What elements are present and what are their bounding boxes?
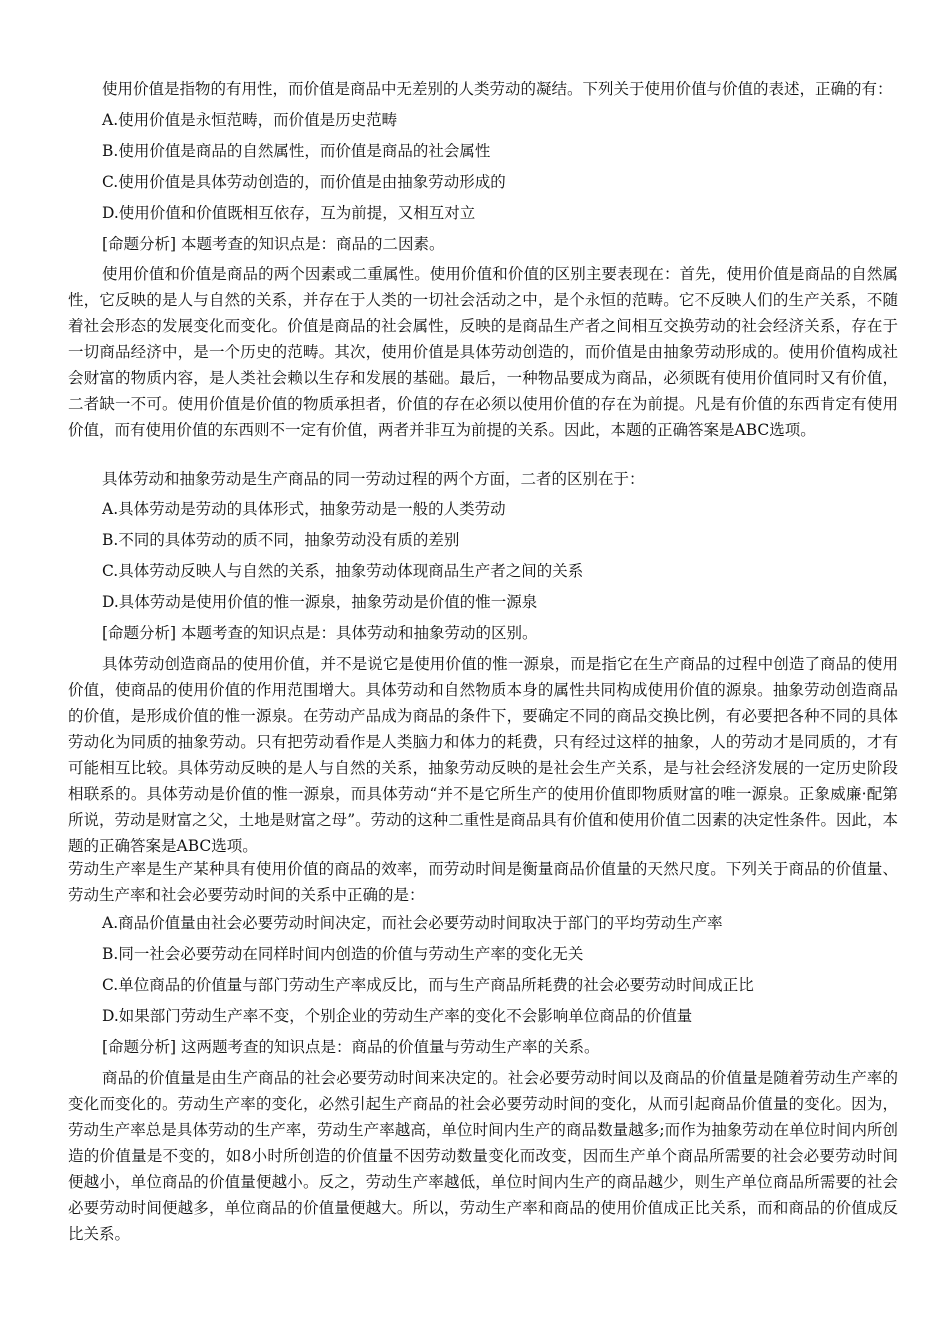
q3-option-c: C.单位商品的价值量与部门劳动生产率成反比，而与生产商品所耗费的社会必要劳动时间成正比 — [102, 976, 754, 994]
q3-explanation: 商品的价值量是由生产商品的社会必要劳动时间来决定的。社会必要劳动时间以及商品的价值量是随着劳动生产率的变化而变化的。劳动生产率的变化，必然引起生产商品的社会必要劳动时间的变化，从而引起商品价值量的变化。因为，劳动生产率总是具体劳动的生产率，劳动生产率越高，单位时间内生产的商品数量越多;而作为抽象劳动在单位时间内所创造的价值量是不变的，如8小时所创造的价值量不因劳动数量变化而改变，因而生产单个商品所需要的社会必要劳动时间便越小，单位商品的价值量便越小。反之，劳动生产率越低，单位时间内生产的商品越少，则生产单位商品所需要的社会必要劳动时间便越多，单位商品的价值量便越大。所以，劳动生产率和商品的使用价值成正比关系，而和商品的价值成反比关系。 — [68, 1069, 898, 1243]
q1-option-b: B.使用价值是商品的自然属性，而价值是商品的社会属性 — [102, 142, 491, 160]
q2-stem: 具体劳动和抽象劳动是生产商品的同一劳动过程的两个方面，二者的区别在于： — [102, 470, 645, 488]
q3-stem: 劳动生产率是生产某种具有使用价值的商品的效率，而劳动时间是衡量商品价值量的天然尺度。下列关于商品的价值量、劳动生产率和社会必要劳动时间的关系中正确的是： — [68, 860, 898, 904]
q1-stem: 使用价值是指物的有用性，而价值是商品中无差别的人类劳动的凝结。下列关于使用价值与价值的表述，正确的有： — [102, 80, 893, 98]
q3-option-d: D.如果部门劳动生产率不变，个别企业的劳动生产率的变化不会影响单位商品的价值量 — [102, 1007, 693, 1025]
q2-option-c: C.具体劳动反映人与自然的关系，抽象劳动体现商品生产者之间的关系 — [102, 562, 584, 580]
q3-option-b: B.同一社会必要劳动在同样时间内创造的价值与劳动生产率的变化无关 — [102, 945, 584, 963]
q1-option-c: C.使用价值是具体劳动创造的，而价值是由抽象劳动形成的 — [102, 173, 506, 191]
q2-explanation: 具体劳动创造商品的使用价值，并不是说它是使用价值的惟一源泉，而是指它在生产商品的过程中创造了商品的使用价值，使商品的使用价值的作用范围增大。具体劳动和自然物质本身的属性共同构成使用价值的源泉。抽象劳动创造商品的价值，是形成价值的惟一源泉。在劳动产品成为商品的条件下，要确定不同的商品交换比例，有必要把各种不同的具体劳动化为同质的抽象劳动。只有把劳动看作是人类脑力和体力的耗费，只有经过这样的抽象，人的劳动才是同质的，才有可能相互比较。具体劳动反映的是人与自然的关系，抽象劳动反映的是社会生产关系，是与社会经济发展的一定历史阶段相联系的。具体劳动是价值的惟一源泉，而具体劳动“并不是它所生产的使用价值即物质财富的唯一源泉。正象威廉·配第所说，劳动是财富之父，土地是财富之母”。劳动的这种二重性是商品具有价值和使用价值二因素的决定性条件。因此，本题的正确答案是ABC选项。 — [68, 655, 898, 855]
q2-option-d: D.具体劳动是使用价值的惟一源泉，抽象劳动是价值的惟一源泉 — [102, 593, 538, 611]
q2-option-a: A.具体劳动是劳动的具体形式，抽象劳动是一般的人类劳动 — [102, 500, 506, 518]
q2-analysis-label: [命题分析] 本题考查的知识点是：具体劳动和抽象劳动的区别。 — [102, 624, 538, 642]
q1-option-d: D.使用价值和价值既相互依存，互为前提，又相互对立 — [102, 204, 476, 222]
q3-option-a: A.商品价值量由社会必要劳动时间决定，而社会必要劳动时间取决于部门的平均劳动生产率 — [102, 914, 723, 932]
q3-analysis-label: [命题分析] 这两题考查的知识点是：商品的价值量与劳动生产率的关系。 — [102, 1038, 600, 1056]
q1-explanation: 使用价值和价值是商品的两个因素或二重属性。使用价值和价值的区别主要表现在：首先，使用价值是商品的自然属性，它反映的是人与自然的关系，并存在于人类的一切社会活动之中，是个永恒的范畴。它不反映人们的生产关系，不随着社会形态的发展变化而变化。价值是商品的社会属性，反映的是商品生产者之间相互交换劳动的社会经济关系，存在于一切商品经济中，是一个历史的范畴。其次，使用价值是具体劳动创造的，而价值是由抽象劳动形成的。使用价值构成社会财富的物质内容，是人类社会赖以生存和发展的基础。最后，一种物品要成为商品，必须既有使用价值同时又有价值，二者缺一不可。使用价值是价值的物质承担者，价值的存在必须以使用价值的存在为前提。凡是有价值的东西肯定有使用价值，而有使用价值的东西则不一定有价值，两者并非互为前提的关系。因此，本题的正确答案是ABC选项。 — [68, 265, 898, 439]
q2-option-b: B.不同的具体劳动的质不同，抽象劳动没有质的差别 — [102, 531, 460, 549]
q1-option-a: A.使用价值是永恒范畴，而价值是历史范畴 — [102, 111, 398, 129]
q1-analysis-label: [命题分析] 本题考查的知识点是：商品的二因素。 — [102, 235, 445, 253]
